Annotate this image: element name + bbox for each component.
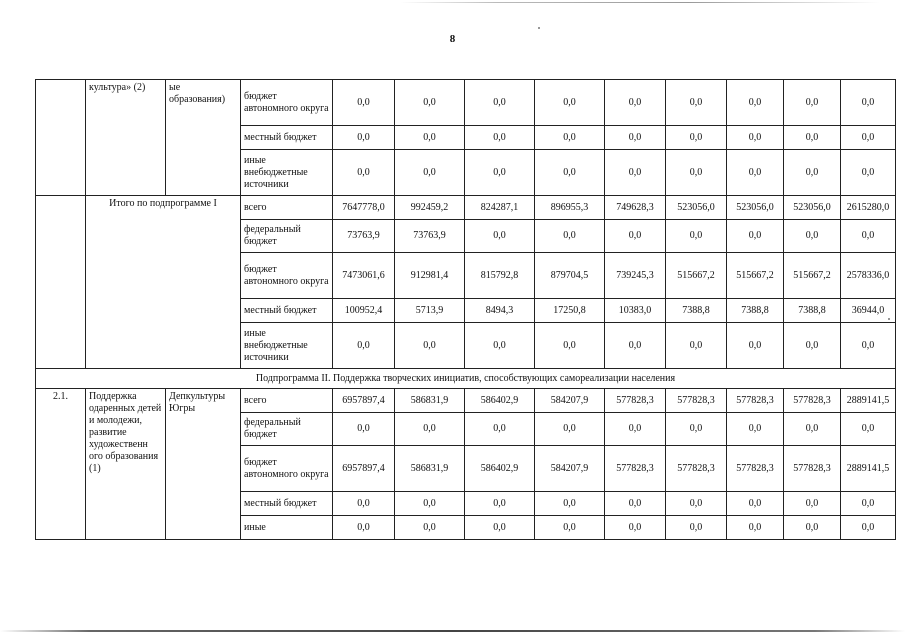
value-cell: 6957897,4	[333, 389, 395, 413]
item-number: 2.1.	[36, 389, 86, 540]
value-cell: 0,0	[666, 80, 727, 126]
value-cell: 0,0	[535, 492, 605, 516]
value-cell: 0,0	[465, 126, 535, 150]
scan-speck	[538, 27, 540, 29]
funding-source: бюджет автономного округа	[241, 446, 333, 492]
value-cell: 749628,3	[605, 196, 666, 220]
value-cell: 586831,9	[395, 446, 465, 492]
value-cell: 0,0	[605, 492, 666, 516]
funding-source: местный бюджет	[241, 299, 333, 323]
value-cell: 0,0	[605, 150, 666, 196]
value-cell: 0,0	[666, 126, 727, 150]
executor: Депкультуры Югры	[166, 389, 241, 540]
value-cell: 0,0	[535, 126, 605, 150]
value-cell: 0,0	[333, 323, 395, 369]
value-cell: 0,0	[666, 150, 727, 196]
total-label: Итого по подпрограмме I	[86, 196, 241, 369]
item-name: культура» (2)	[86, 80, 166, 196]
funding-source: иные внебюджетные источники	[241, 323, 333, 369]
value-cell: 523056,0	[666, 196, 727, 220]
value-cell: 896955,3	[535, 196, 605, 220]
value-cell: 515667,2	[727, 253, 784, 299]
value-cell: 0,0	[333, 492, 395, 516]
value-cell: 0,0	[535, 80, 605, 126]
funding-source: иные	[241, 516, 333, 540]
value-cell: 0,0	[465, 492, 535, 516]
value-cell: 0,0	[727, 492, 784, 516]
value-cell: 0,0	[605, 323, 666, 369]
value-cell: 0,0	[395, 323, 465, 369]
value-cell: 0,0	[784, 126, 841, 150]
value-cell: 577828,3	[784, 446, 841, 492]
value-cell: 73763,9	[333, 220, 395, 253]
value-cell: 586831,9	[395, 389, 465, 413]
value-cell: 0,0	[666, 220, 727, 253]
funding-source: местный бюджет	[241, 126, 333, 150]
value-cell: 0,0	[395, 80, 465, 126]
value-cell: 2578336,0	[841, 253, 896, 299]
value-cell: 6957897,4	[333, 446, 395, 492]
value-cell: 0,0	[605, 220, 666, 253]
value-cell: 0,0	[841, 323, 896, 369]
value-cell: 0,0	[727, 323, 784, 369]
value-cell: 0,0	[333, 413, 395, 446]
value-cell: 10383,0	[605, 299, 666, 323]
funding-source: местный бюджет	[241, 492, 333, 516]
value-cell: 586402,9	[465, 446, 535, 492]
value-cell: 523056,0	[784, 196, 841, 220]
value-cell: 577828,3	[784, 389, 841, 413]
value-cell: 0,0	[333, 126, 395, 150]
value-cell: 0,0	[727, 126, 784, 150]
value-cell: 0,0	[784, 516, 841, 540]
value-cell: 0,0	[535, 150, 605, 196]
value-cell: 0,0	[841, 150, 896, 196]
value-cell: 815792,8	[465, 253, 535, 299]
value-cell: 0,0	[605, 126, 666, 150]
value-cell: 2889141,5	[841, 446, 896, 492]
value-cell: 912981,4	[395, 253, 465, 299]
executor: ые образования)	[166, 80, 241, 196]
item-number	[36, 80, 86, 196]
value-cell: 0,0	[666, 516, 727, 540]
value-cell: 0,0	[465, 80, 535, 126]
value-cell: 0,0	[784, 323, 841, 369]
value-cell: 73763,9	[395, 220, 465, 253]
value-cell: 584207,9	[535, 389, 605, 413]
value-cell: 0,0	[535, 413, 605, 446]
value-cell: 0,0	[784, 492, 841, 516]
value-cell: 577828,3	[666, 389, 727, 413]
value-cell: 0,0	[841, 80, 896, 126]
value-cell: 2889141,5	[841, 389, 896, 413]
value-cell: 0,0	[784, 220, 841, 253]
value-cell: 0,0	[395, 516, 465, 540]
value-cell: 0,0	[666, 492, 727, 516]
value-cell: 879704,5	[535, 253, 605, 299]
value-cell: 0,0	[465, 150, 535, 196]
value-cell: 0,0	[666, 413, 727, 446]
value-cell: 0,0	[727, 80, 784, 126]
funding-source: бюджет автономного округа	[241, 253, 333, 299]
subprogram-title-row	[36, 369, 896, 389]
value-cell: 0,0	[841, 492, 896, 516]
value-cell: 584207,9	[535, 446, 605, 492]
value-cell: 515667,2	[784, 253, 841, 299]
value-cell: 586402,9	[465, 389, 535, 413]
value-cell: 0,0	[395, 492, 465, 516]
value-cell: 0,0	[727, 413, 784, 446]
budget-table	[35, 79, 896, 540]
scan-speck	[888, 318, 890, 320]
funding-source: федеральный бюджет	[241, 413, 333, 446]
value-cell: 0,0	[465, 323, 535, 369]
value-cell: 7647778,0	[333, 196, 395, 220]
subprogram-title: Подпрограмма II. Поддержка творческих инициатив, способствующих самореализации населения	[36, 369, 896, 389]
value-cell: 577828,3	[727, 446, 784, 492]
value-cell: 5713,9	[395, 299, 465, 323]
value-cell: 0,0	[333, 80, 395, 126]
value-cell: 577828,3	[666, 446, 727, 492]
table-row	[36, 196, 896, 220]
value-cell: 523056,0	[727, 196, 784, 220]
page-number: 8	[449, 33, 456, 45]
item-name: Поддержка одаренных детей и молодежи, развитие художественн ого образования (1)	[86, 389, 166, 540]
value-cell: 739245,3	[605, 253, 666, 299]
value-cell: 0,0	[784, 150, 841, 196]
value-cell: 0,0	[727, 150, 784, 196]
value-cell: 0,0	[841, 413, 896, 446]
value-cell: 0,0	[727, 220, 784, 253]
value-cell: 577828,3	[605, 389, 666, 413]
funding-source: федеральный бюджет	[241, 220, 333, 253]
value-cell: 992459,2	[395, 196, 465, 220]
value-cell: 0,0	[841, 126, 896, 150]
value-cell: 0,0	[333, 516, 395, 540]
value-cell: 577828,3	[727, 389, 784, 413]
value-cell: 100952,4	[333, 299, 395, 323]
value-cell: 36944,0	[841, 299, 896, 323]
value-cell: 0,0	[666, 323, 727, 369]
funding-source: иные внебюджетные источники	[241, 150, 333, 196]
value-cell: 515667,2	[666, 253, 727, 299]
value-cell: 0,0	[465, 220, 535, 253]
value-cell: 0,0	[605, 516, 666, 540]
value-cell: 0,0	[333, 150, 395, 196]
value-cell: 0,0	[465, 413, 535, 446]
value-cell: 7388,8	[666, 299, 727, 323]
value-cell: 0,0	[784, 80, 841, 126]
value-cell: 0,0	[784, 413, 841, 446]
value-cell: 7388,8	[784, 299, 841, 323]
value-cell: 0,0	[395, 126, 465, 150]
value-cell: 2615280,0	[841, 196, 896, 220]
funding-source: всего	[241, 196, 333, 220]
value-cell: 0,0	[727, 516, 784, 540]
value-cell: 0,0	[465, 516, 535, 540]
value-cell: 577828,3	[605, 446, 666, 492]
scan-artifact-top	[400, 2, 880, 3]
item-number	[36, 196, 86, 369]
value-cell: 0,0	[535, 220, 605, 253]
value-cell: 0,0	[395, 413, 465, 446]
value-cell: 824287,1	[465, 196, 535, 220]
value-cell: 8494,3	[465, 299, 535, 323]
scan-artifact-bottom	[0, 630, 905, 632]
value-cell: 0,0	[535, 323, 605, 369]
value-cell: 0,0	[605, 413, 666, 446]
funding-source: бюджет автономного округа	[241, 80, 333, 126]
value-cell: 17250,8	[535, 299, 605, 323]
value-cell: 0,0	[841, 516, 896, 540]
value-cell: 0,0	[535, 516, 605, 540]
value-cell: 0,0	[605, 80, 666, 126]
funding-source: всего	[241, 389, 333, 413]
value-cell: 7388,8	[727, 299, 784, 323]
value-cell: 0,0	[395, 150, 465, 196]
table-row	[36, 80, 896, 126]
value-cell: 0,0	[841, 220, 896, 253]
value-cell: 7473061,6	[333, 253, 395, 299]
table-row	[36, 389, 896, 413]
